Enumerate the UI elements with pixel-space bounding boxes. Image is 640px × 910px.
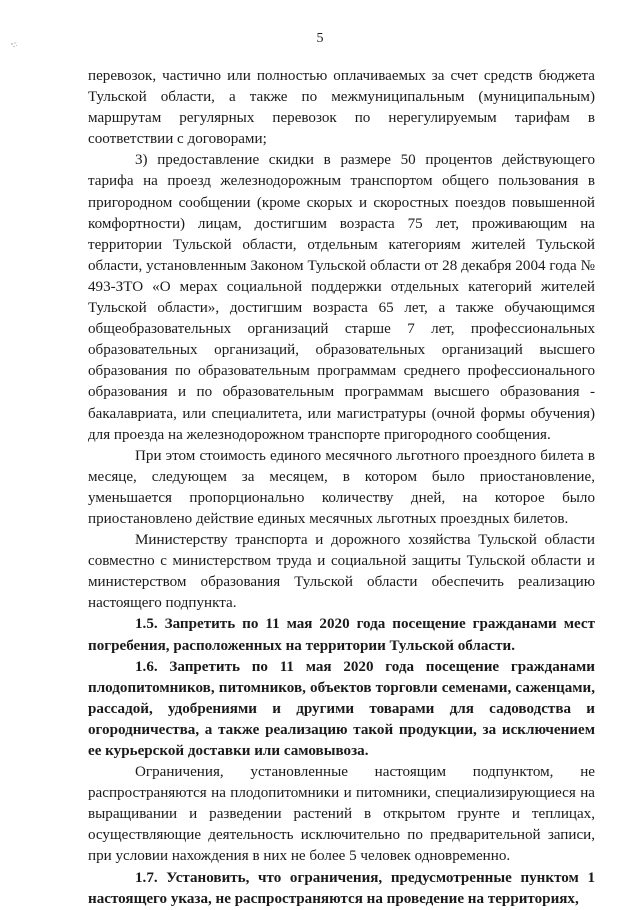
paragraph-item-1-5: 1.5. Запретить по 11 мая 2020 года посещение гражданами мест погребения, расположенных на территории Тульской области.: [88, 616, 595, 654]
paragraph-item-1-7: 1.7. Установить, что ограничения, предусмотренные пунктом 1 настоящего указа, не распространяются на проведение на территориях,: [88, 869, 595, 907]
paragraph-continuation: перевозок, частично или полностью оплачиваемых за счет средств бюджета Тульской области, а также по межмуниципальным (муниципальным) маршрутам регулярных перевозок по нерегулируемым тарифам в соответствии с договорами;: [88, 68, 595, 148]
page-number: 5: [316, 31, 324, 46]
paragraph-ticket-cost: При этом стоимость единого месячного льготного проездного билета в месяце, следующем за месяцем, в котором было приостановление, уменьшается пропорционально количеству дней, на которое было приостановлено действие единых месячных льготных проездных билетов.: [88, 447, 595, 527]
paragraph-item-3-discount: 3) предоставление скидки в размере 50 процентов действующего тарифа на проезд железнодорожным транспортом общего пользования в пригородном сообщении (кроме скорых и скоростных поездов повышенной комфортности) лицам, достигшим возраста 75 лет, проживающим на территории Тульской области, отдельным категориям жителей Тульской области, установленным Законом Тульской области от 28 декабря 2004 года № 493-ЗТО «О мерах социальной поддержки отдельных категорий жителей Тульской области», достигшим возраста 65 лет, а также обучающимся общеобразовательных организаций старше 7 лет, профессиональных образовательных организаций, образовательных организаций высшего образования по образовательным программам среднего профессионального образования и по образовательным программам высшего образования - бакалавриата, или специалитета, или магистратуры (очной формы обучения) для проезда на железнодорожном транспорте пригородного сообщения.: [88, 152, 595, 443]
paragraph-item-1-6: 1.6. Запретить по 11 мая 2020 года посещение гражданами плодопитомников, питомников, объектов торговли семенами, саженцами, рассадой, удобрениями и другими товарами для садоводства и огородничества, а также реализацию такой продукции, за исключением ее курьерской доставки или самовывоза.: [88, 658, 595, 759]
paragraph-restrictions-exception: Ограничения, установленные настоящим подпунктом, не распространяются на плодопитомники и питомники, специализирующиеся на выращивании и разведении растений в открытом грунте и теплицах, осуществляющие деятельность исключительно по предварительной записи, при условии нахождения в них не более 5 человек одновременно.: [88, 764, 595, 865]
paragraph-ministry-duty: Министерству транспорта и дорожного хозяйства Тульской области совместно с министерством труда и социальной защиты Тульской области и министерством образования Тульской области обеспечить реализацию настоящего подпункта.: [88, 532, 595, 612]
document-body: [88, 66, 595, 910]
